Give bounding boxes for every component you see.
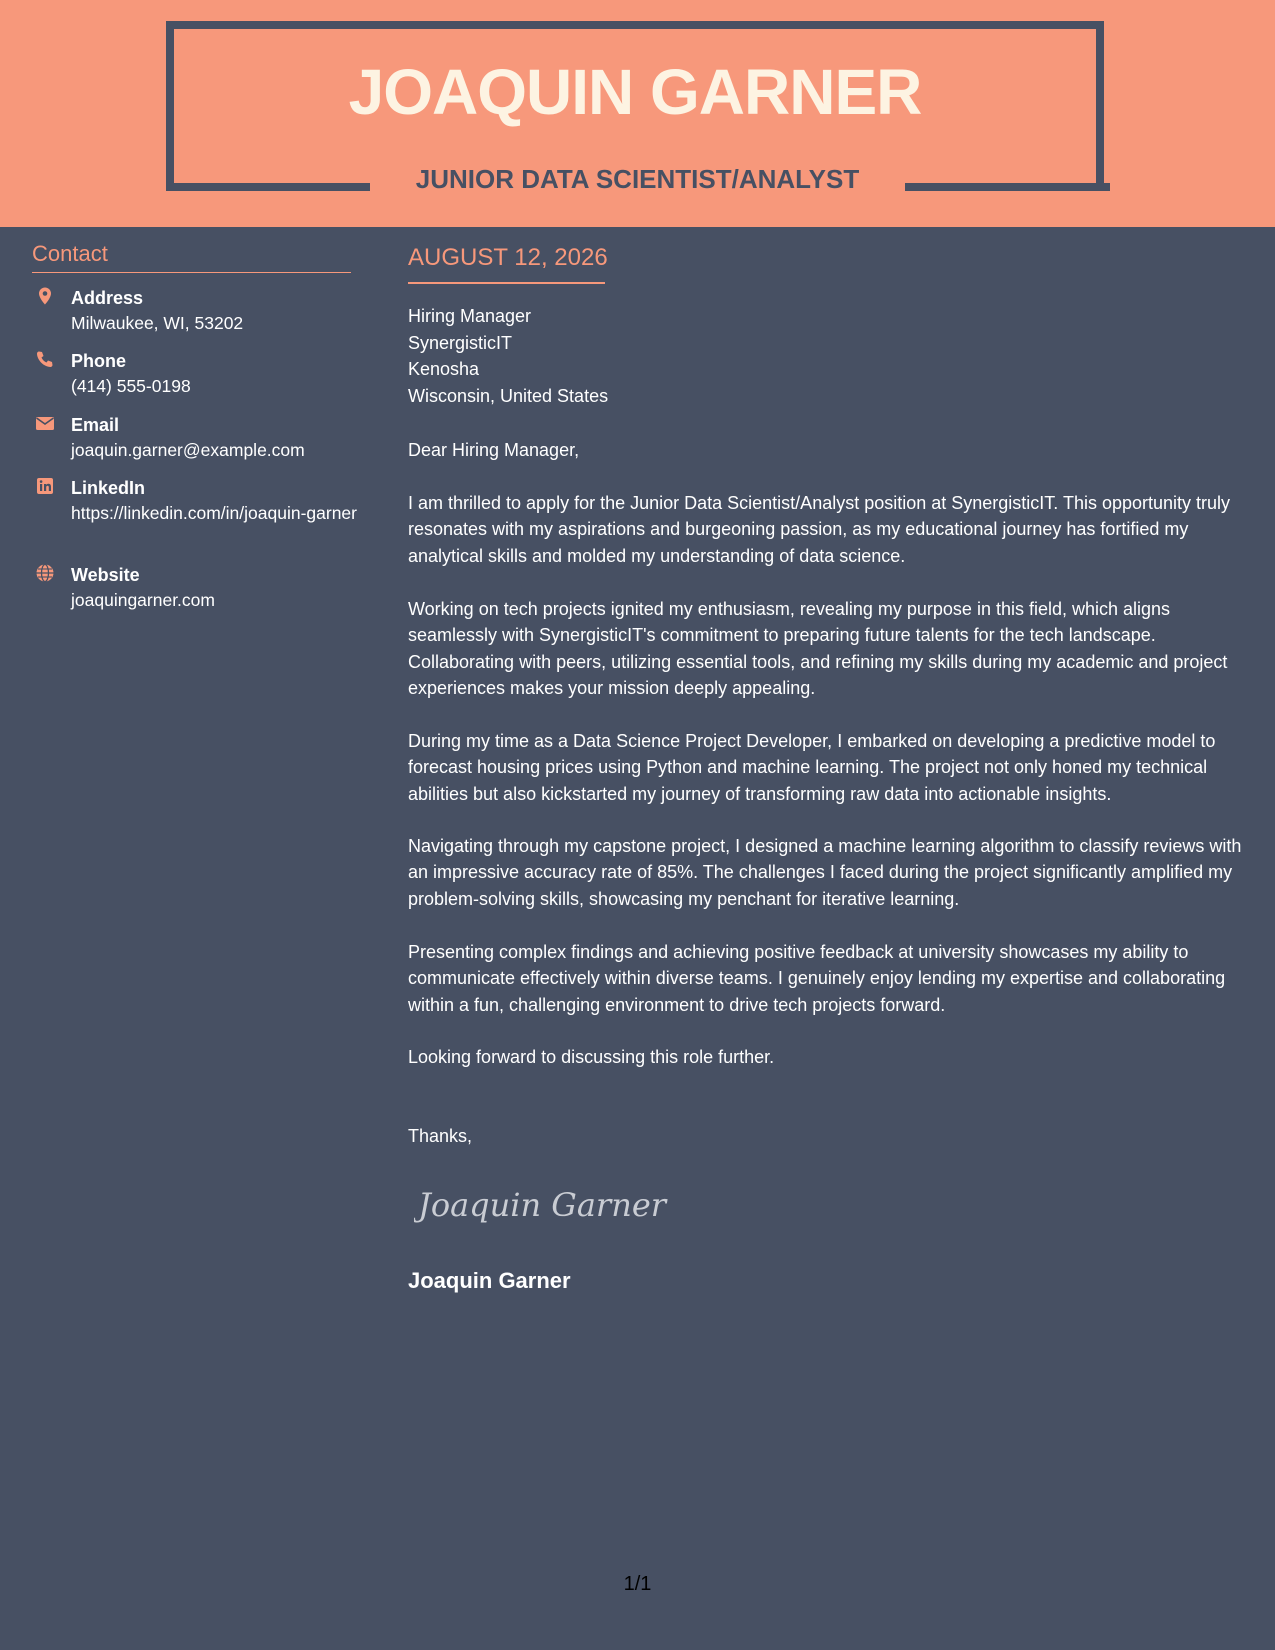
contact-value: joaquin.garner@example.com xyxy=(71,440,305,460)
applicant-name: JOAQUIN GARNER xyxy=(348,56,922,128)
date-underline xyxy=(408,282,605,284)
header-banner xyxy=(0,0,1275,227)
contact-label: LinkedIn xyxy=(71,478,146,498)
header-frame-bottom-left xyxy=(166,183,370,191)
recipient-line: Wisconsin, United States xyxy=(408,385,609,406)
envelope-icon xyxy=(35,413,55,433)
contact-label: Website xyxy=(71,565,140,585)
contact-value[interactable]: https://linkedin.com/in/joaquin-garner xyxy=(71,503,357,523)
body-paragraph: I am thrilled to apply for the Junior Data Scientist/Analyst position at SynergisticIT. This opportunity truly resonates with my aspirations and burgeoning passion, as my educational journey has fortified my analytical skills and molded my understanding of data science. xyxy=(408,493,1231,566)
location-pin-icon xyxy=(35,286,55,306)
header-frame-bottom-right xyxy=(905,183,1110,191)
contact-label: Phone xyxy=(71,351,127,371)
contact-label: Address xyxy=(71,288,144,308)
closing: Thanks, xyxy=(408,1126,473,1146)
contact-value: (414) 555-0198 xyxy=(71,376,191,396)
recipient-block xyxy=(408,303,608,409)
body-paragraph: Navigating through my capstone project, I designed a machine learning algorithm to classify reviews with an impressive accuracy rate of 85%. The challenges I faced during the project significantly amplified my problem-solving skills, showcasing my penchant for iterative learning. xyxy=(408,836,1242,909)
phone-icon xyxy=(35,349,55,369)
handwritten-signature xyxy=(414,1176,674,1236)
contact-value: Milwaukee, WI, 53202 xyxy=(71,313,244,333)
globe-icon xyxy=(35,563,55,583)
body-paragraph: Working on tech projects ignited my enthusiasm, revealing my purpose in this field, which aligns seamlessly with SynergisticIT's commitment to preparing future talents for the tech landscape. Collaborating with peers, utilizing essential tools, and refining my skills during my academic and project experiences makes your mission deeply appealing. xyxy=(408,599,1228,698)
recipient-line: SynergisticIT xyxy=(408,332,513,353)
contact-label: Email xyxy=(71,415,120,435)
page-number: 1/1 xyxy=(623,1573,652,1595)
body-paragraph: Presenting complex findings and achieving positive feedback at university showcases my ability to communicate effectively within diverse teams. I genuinely enjoy lending my expertise and collaborating within a fun, challenging environment to drive tech projects forward. xyxy=(408,942,1226,1015)
recipient-line: Hiring Manager xyxy=(408,306,532,326)
linkedin-icon xyxy=(35,476,55,496)
contact-value[interactable]: joaquingarner.com xyxy=(71,590,215,610)
recipient-line: Kenosha xyxy=(408,359,480,379)
body-paragraph: During my time as a Data Science Project Developer, I embarked on developing a predictive model to forecast housing prices using Python and machine learning. The project not only honed my technical abilities but also kickstarted my journey of transforming raw data into actionable insights. xyxy=(408,731,1216,804)
job-title: JUNIOR DATA SCIENTIST/ANALYST xyxy=(415,164,860,194)
body-paragraph: Looking forward to discussing this role further. xyxy=(408,1047,775,1067)
salutation: Dear Hiring Manager, xyxy=(408,440,580,460)
contact-heading: Contact xyxy=(32,241,108,266)
signature-script: Joaquin Garner xyxy=(418,1186,667,1224)
contact-divider xyxy=(32,272,351,273)
letter-date: AUGUST 12, 2026 xyxy=(408,244,608,271)
signer-name: Joaquin Garner xyxy=(408,1268,571,1293)
